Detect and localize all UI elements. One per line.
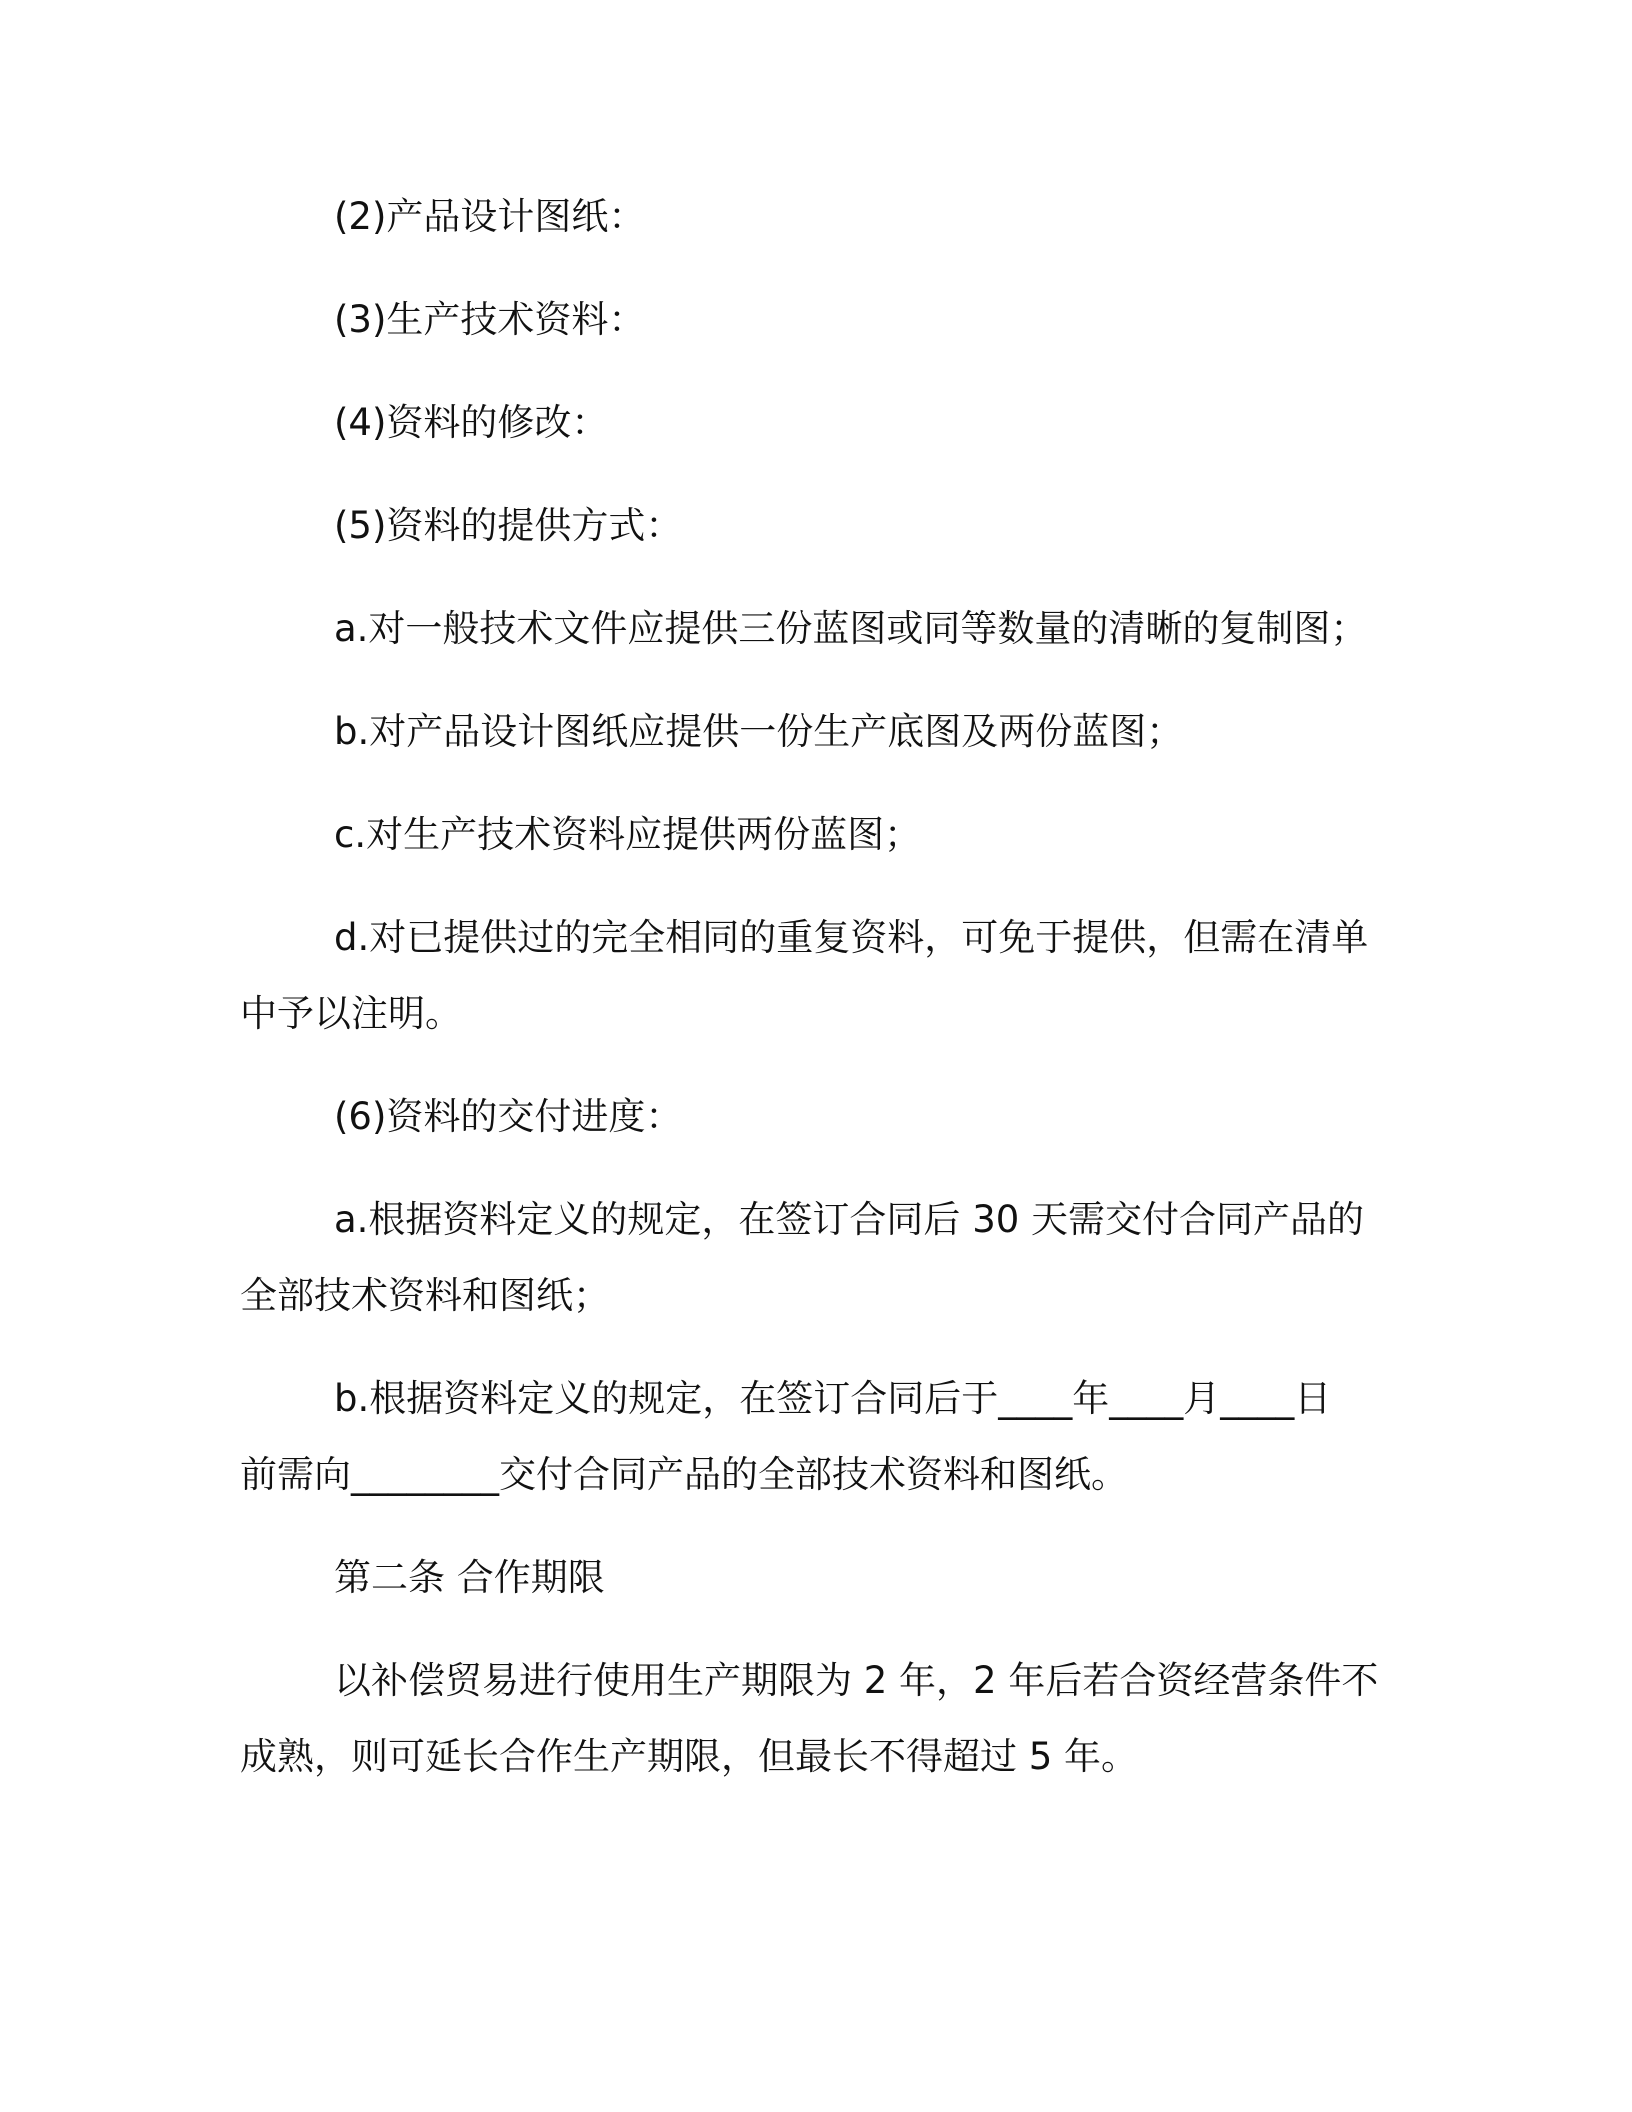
schedule-a-line2: 全部技术资料和图纸； bbox=[240, 1274, 610, 1317]
item-production-technical-data: (3)生产技术资料： bbox=[334, 298, 646, 341]
cooperation-term-line2: 成熟，则可延长合作生产期限，但最长不得超过 5 年。 bbox=[240, 1735, 1139, 1778]
provision-b: b.对产品设计图纸应提供一份生产底图及两份蓝图； bbox=[334, 710, 1184, 753]
provision-d-line2: 中予以注明。 bbox=[240, 992, 462, 1035]
schedule-b-line2: 前需向________交付合同产品的全部技术资料和图纸。 bbox=[240, 1453, 1128, 1496]
item-data-provision-method: (5)资料的提供方式： bbox=[334, 504, 683, 547]
provision-c: c.对生产技术资料应提供两份蓝图； bbox=[334, 813, 922, 856]
item-delivery-schedule: (6)资料的交付进度： bbox=[334, 1095, 683, 1138]
cooperation-term-line1: 以补偿贸易进行使用生产期限为 2 年，2 年后若合资经营条件不 bbox=[334, 1659, 1379, 1702]
item-data-modification: (4)资料的修改： bbox=[334, 401, 609, 444]
provision-d-line1: d.对已提供过的完全相同的重复资料，可免于提供，但需在清单 bbox=[334, 916, 1369, 959]
provision-a: a.对一般技术文件应提供三份蓝图或同等数量的清晰的复制图； bbox=[334, 607, 1368, 650]
schedule-a-line1: a.根据资料定义的规定，在签订合同后 30 天需交付合同产品的 bbox=[334, 1198, 1365, 1241]
article-two-heading: 第二条 合作期限 bbox=[334, 1556, 605, 1599]
item-product-design-drawings: (2)产品设计图纸： bbox=[334, 195, 646, 238]
schedule-b-line1: b.根据资料定义的规定，在签订合同后于____年____月____日 bbox=[334, 1377, 1332, 1420]
